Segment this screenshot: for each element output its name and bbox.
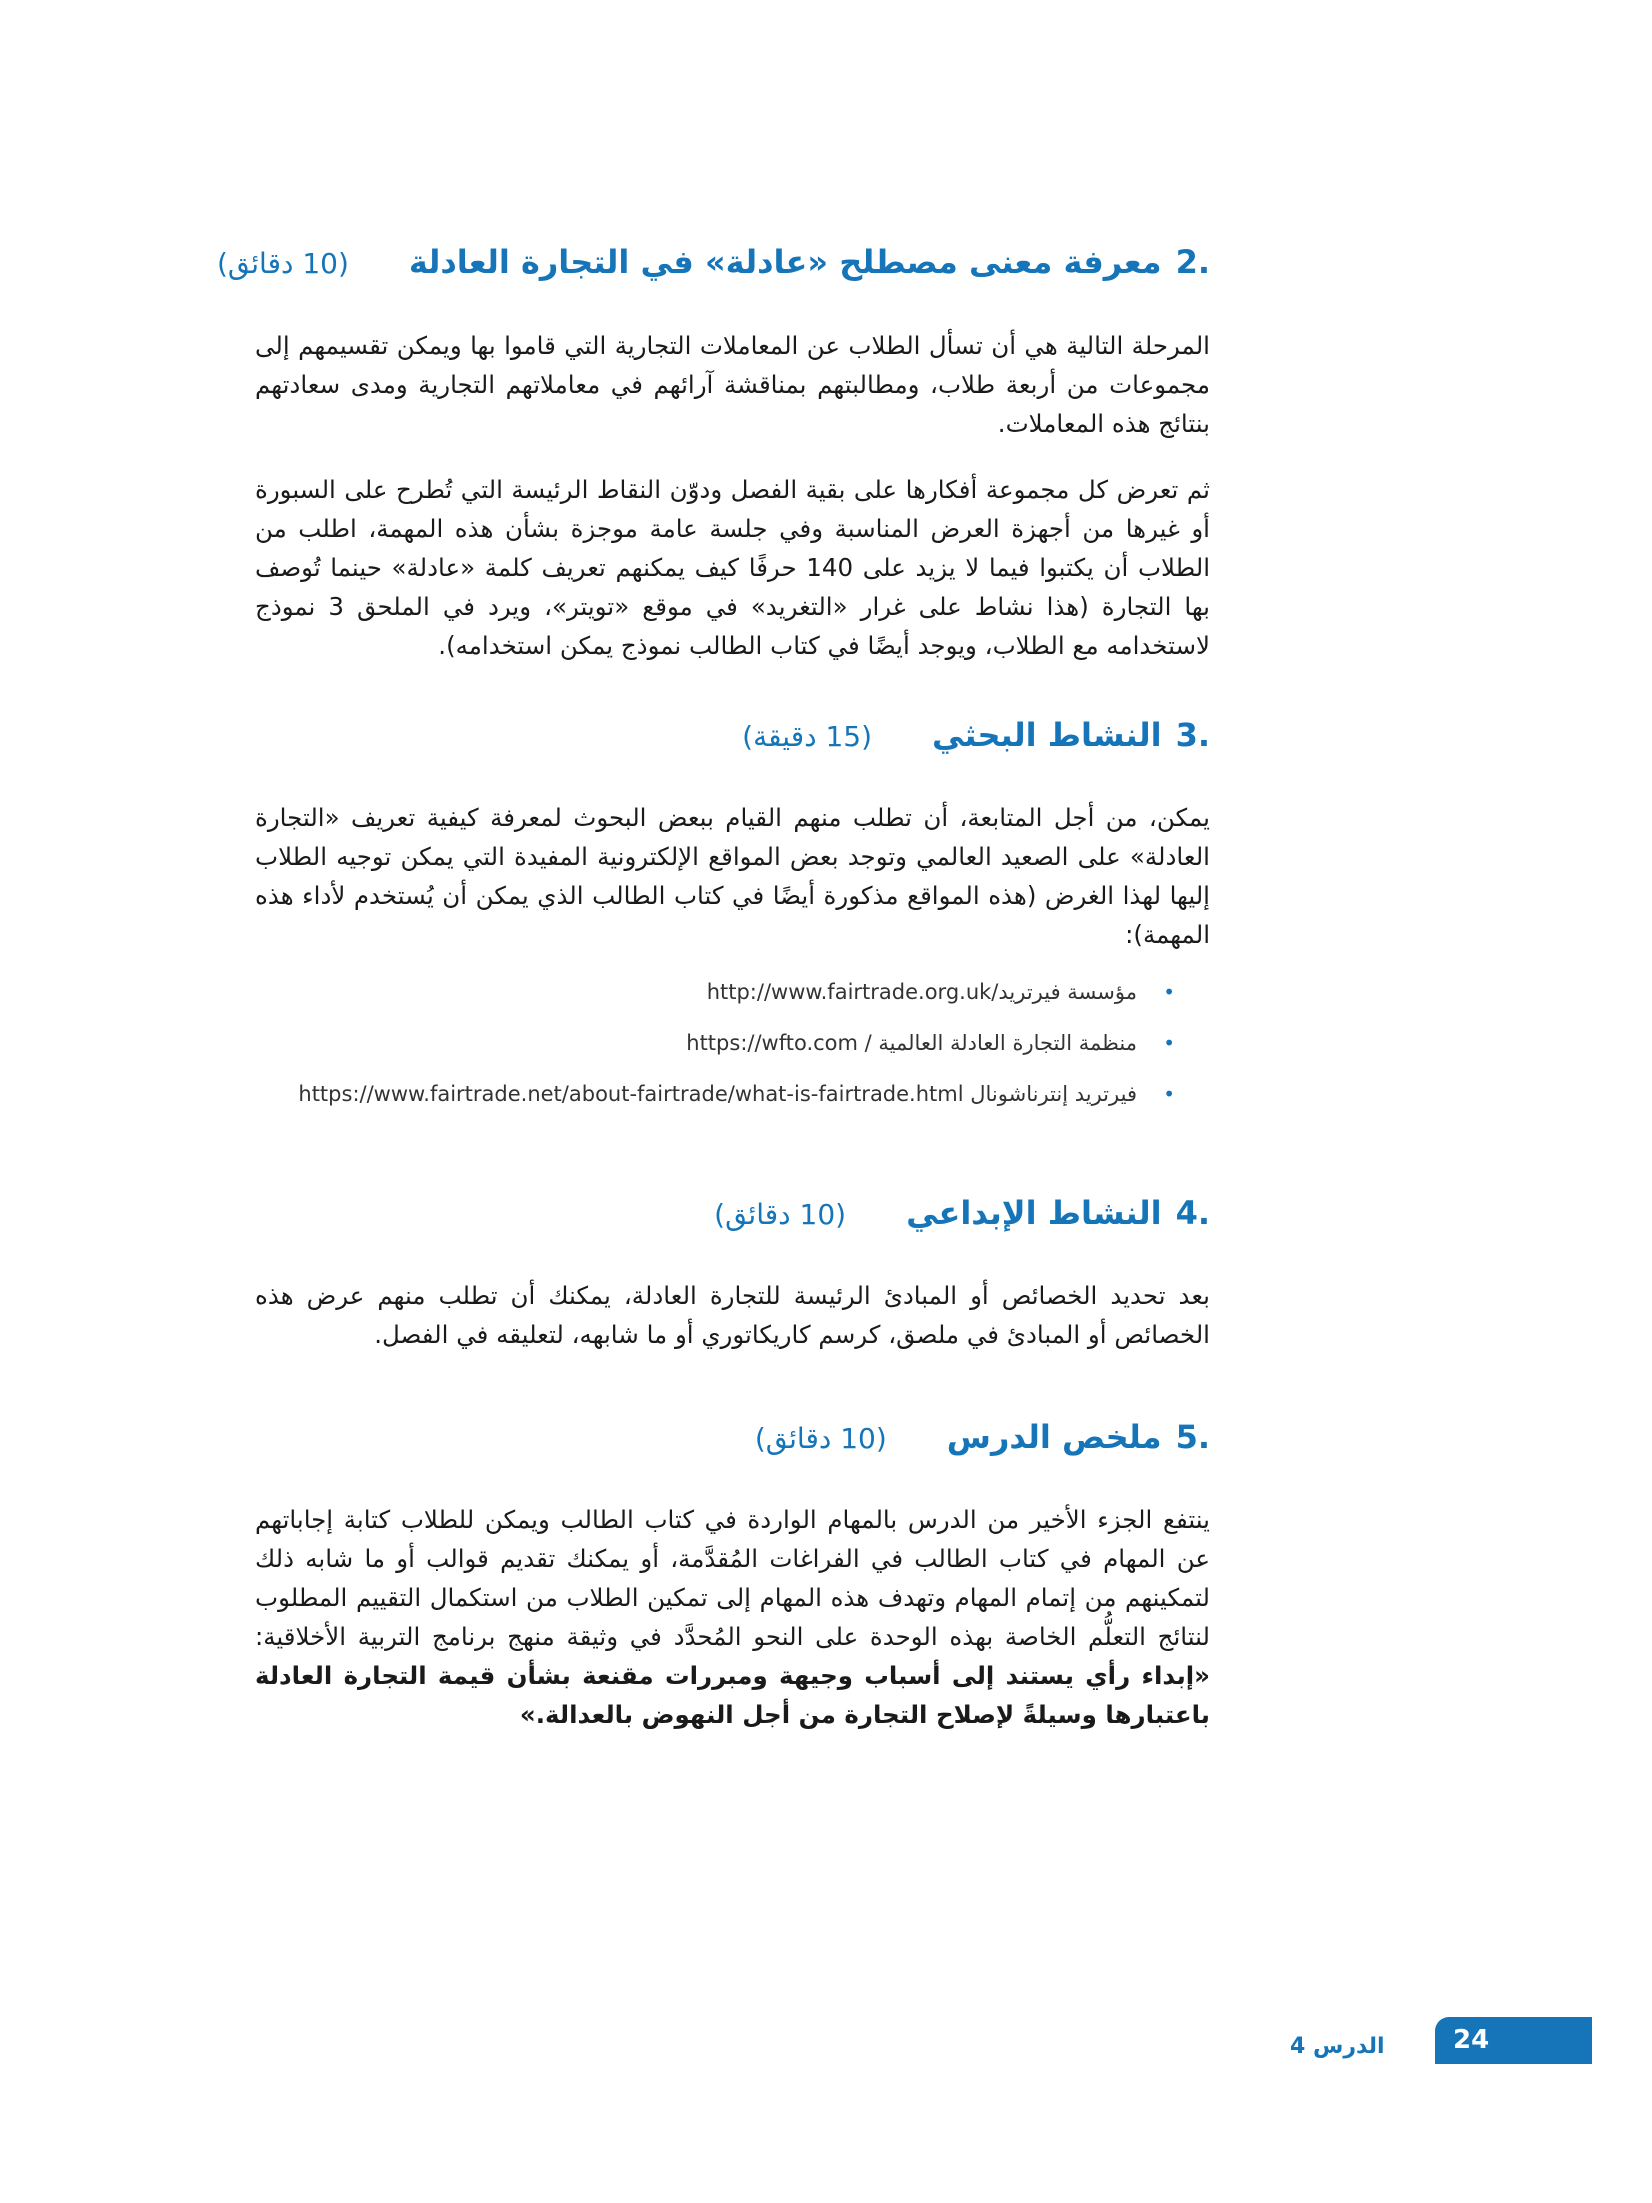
section-duration: (10 دقائق) bbox=[754, 1422, 887, 1455]
section-title: النشاط الإبداعي bbox=[906, 1194, 1162, 1232]
section-duration: (10 دقائق) bbox=[216, 247, 349, 280]
paragraph-text: ينتفع الجزء الأخير من الدرس بالمهام الواردة في كتاب الطالب ويمكن للطلاب كتابة إجاباتهم عن المهام في كتاب الطالب في الفراغات المُقدَّمة، أو يمكنك تقديم قوالب أو ما شابه ذلك لتمكينهم من إتمام المهام وتهدف هذه المهام إلى تمكين الطلاب من استكمال التقييم المطلوب لنتائج التعلُّم الخاصة بهذه الوحدة على النحو المُحدَّد في وثيقة منهج برنامج التربية الأخلاقية: bbox=[255, 1505, 1210, 1651]
paragraph: يمكن، من أجل المتابعة، أن تطلب منهم القيام ببعض البحوث لمعرفة كيفية تعريف «التجارة العادلة» على الصعيد العالمي وتوجد بعض المواقع الإلكترونية المفيدة التي يمكن توجيه الطلاب إليها لهذا الغرض (هذه المواقع مذكورة أيضًا في كتاب الطالب الذي يمكن أن يُستخدم لأداء هذه المهمة): bbox=[255, 803, 1210, 949]
section-number: .4 bbox=[1175, 1194, 1210, 1232]
bullet-icon: • bbox=[1163, 1082, 1175, 1106]
section-duration: (15 دقيقة) bbox=[742, 720, 873, 753]
section-number: .2 bbox=[1175, 243, 1210, 281]
list-item bbox=[225, 1079, 1175, 1130]
paragraph-bold-quote: «إبداء رأي يستند إلى أسباب وجيهة ومبررات مقنعة بشأن قيمة التجارة العادلة باعتبارها وسيلةً لإصلاح التجارة من أجل النهوض بالعدالة.» bbox=[255, 1661, 1210, 1729]
paragraph bbox=[255, 1500, 1210, 1734]
paragraph: بعد تحديد الخصائص أو المبادئ الرئيسة للتجارة العادلة، يمكنك أن تطلب منهم عرض هذه الخصائص أو المبادئ في ملصق، كرسم كاريكاتوري أو ما شابهه، لتعليقه في الفصل. bbox=[255, 1281, 1210, 1349]
section-title: النشاط البحثي bbox=[932, 716, 1162, 754]
link-url[interactable]: http://www.fairtrade.org.uk bbox=[706, 980, 992, 1004]
bullet-icon: • bbox=[1163, 980, 1175, 1004]
list-item bbox=[225, 1028, 1175, 1079]
list-item bbox=[225, 977, 1175, 1028]
section-title: ملخص الدرس bbox=[946, 1418, 1162, 1456]
link-label: فيرتريد إنترناشونال bbox=[970, 1082, 1137, 1106]
lesson-label: الدرس 4 bbox=[1290, 2034, 1385, 2059]
link-label: مؤسسة فيرتريد/ bbox=[991, 980, 1137, 1004]
section-title: معرفة معنى مصطلح «عادلة» في التجارة العادلة bbox=[408, 243, 1162, 281]
section-number: .5 bbox=[1175, 1418, 1210, 1456]
bullet-icon: • bbox=[1163, 1031, 1175, 1055]
link-url[interactable]: https://wfto.com bbox=[686, 1031, 858, 1055]
paragraph: المرحلة التالية هي أن تسأل الطلاب عن المعاملات التجارية التي قاموا بها ويمكن تقسيمهم إلى مجموعات من أربعة طلاب، ومطالبتهم بمناقشة آرائهم في معاملاتهم التجارية ومدى سعادتهم بنتائج هذه المعاملات. bbox=[255, 331, 1210, 438]
link-label: منظمة التجارة العادلة العالمية / bbox=[864, 1031, 1137, 1055]
section-4-heading bbox=[255, 1194, 1210, 1232]
page-number: 24 bbox=[1453, 2025, 1490, 2055]
link-url[interactable]: https://www.fairtrade.net/about-fairtrade/what-is-fairtrade.html bbox=[298, 1082, 964, 1106]
paragraph: ثم تعرض كل مجموعة أفكارها على بقية الفصل ودوّن النقاط الرئيسة التي تُطرح على السبورة أو غيرها من أجهزة العرض المناسبة وفي جلسة عامة موجزة بشأن هذه المهمة، اطلب من الطلاب أن يكتبوا فيما لا يزيد على 140 حرفًا كيف يمكنهم تعريف كلمة «عادلة» حينما تُوصف بها التجارة (هذا نشاط على غرار «التغريد» في موقع «تويتر»، ويرد في الملحق 3 نموذج لاستخدامه مع الطلاب، ويوجد أيضًا في كتاب الطالب نموذج يمكن استخدامه). bbox=[255, 475, 1211, 660]
section-5-heading bbox=[255, 1418, 1210, 1456]
section-number: .3 bbox=[1175, 716, 1210, 754]
links-list bbox=[225, 977, 1175, 1130]
page-number-tab bbox=[1435, 2017, 1592, 2064]
section-duration: (10 دقائق) bbox=[714, 1198, 847, 1231]
section-2-heading bbox=[216, 243, 1210, 281]
section-3-heading bbox=[255, 716, 1210, 754]
